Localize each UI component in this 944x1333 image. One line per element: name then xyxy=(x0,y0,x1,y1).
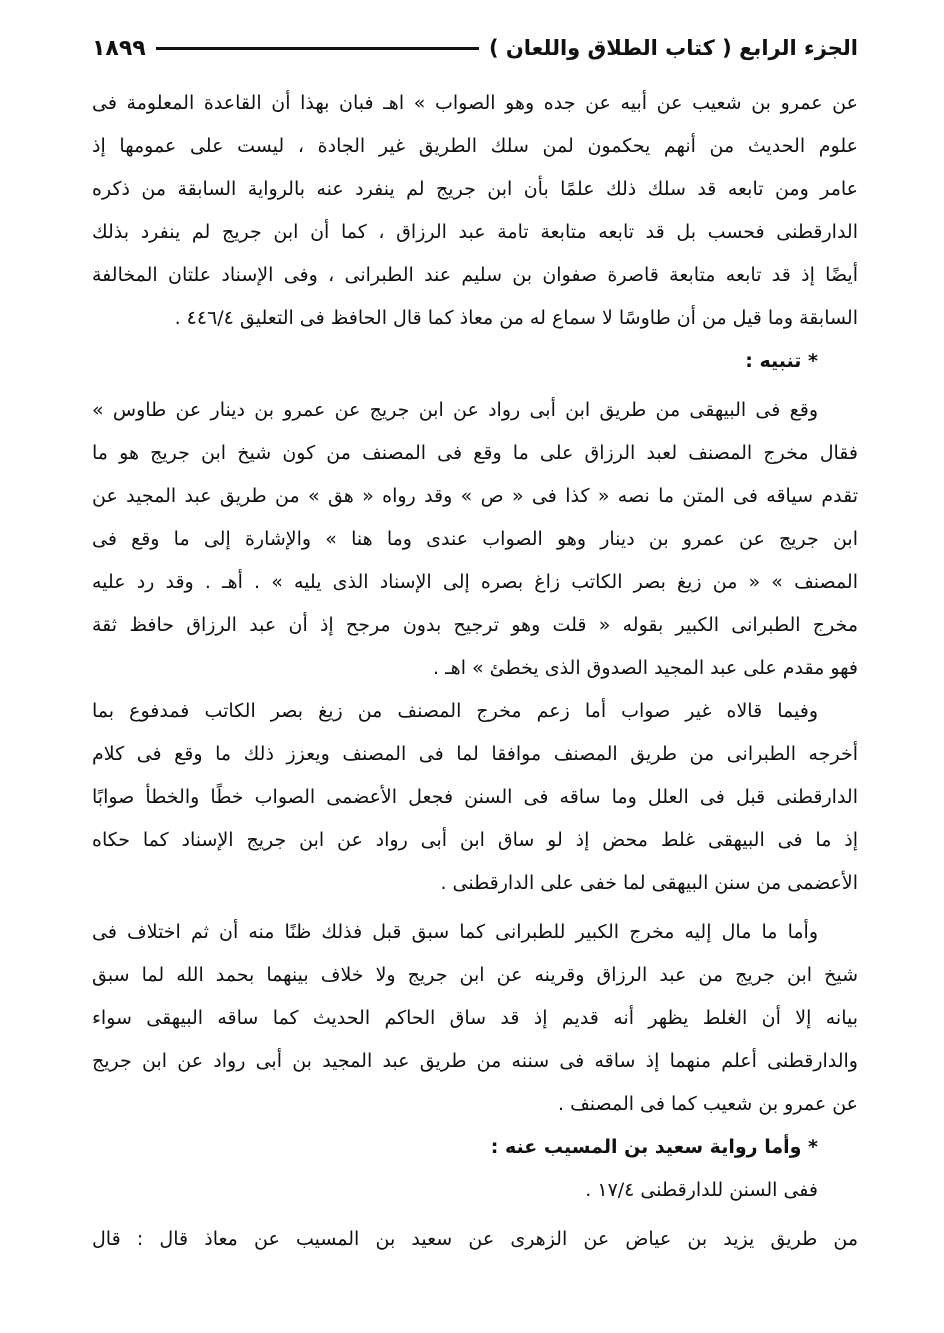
running-header xyxy=(92,28,858,68)
text-line: والدارقطنى أعلم منهما إذ ساقه فى سننه من طريق عبد المجيد بن أبى رواد عن ابن جريج xyxy=(92,1050,858,1072)
text-line: وقع فى البيهقى من طريق ابن أبى رواد عن ابن جريج عن عمرو بن دينار عن طاوس » xyxy=(92,399,818,421)
text-line: ابن جريج عن عمرو بن دينار وهو الصواب عندى وما هنا » والإشارة إلى ما وقع فى xyxy=(92,528,858,550)
text-line: الأعضمى من سنن البيهقى لما خفى على الدارقطنى . xyxy=(440,872,858,894)
text-line: تقدم سياقه فى المتن ما نصه « كذا فى « ص » وقد رواه « هق » من طريق عبد المجيد عن xyxy=(92,485,858,507)
text-line: بيانه إلا أن الغلط يظهر أنه قديم إذ قد ساق الحاكم الحديث كما ساقه البيهقى سواء xyxy=(92,1007,858,1029)
text-line: من طريق يزيد بن عياض عن الزهرى عن سعيد بن المسيب عن معاذ قال : قال xyxy=(92,1228,858,1250)
text-line: وفيما قالاه غير صواب أما زعم مخرج المصنف من زيغ بصر الكاتب فمدفوع بما xyxy=(92,700,818,722)
text-line: مخرج الطبرانى الكبير بقوله « قلت وهو ترجيح بدون مرجح إذ أن عبد الرزاق حافظ ثقة xyxy=(92,614,858,636)
text-line: * تنبيه : xyxy=(745,350,818,372)
text-line: * وأما رواية سعيد بن المسيب عنه : xyxy=(490,1136,818,1158)
text-line: السابقة وما قيل من أن طاوسًا لا سماع له من معاذ كما قال الحافظ فى التعليق ٤٤٦/٤ . xyxy=(174,307,858,329)
header-rule xyxy=(156,47,479,50)
text-line: علوم الحديث من أنهم يحكمون لمن سلك الطريق غير الجادة ، ليست على عمومها إذ xyxy=(92,135,858,157)
text-line: وأما ما مال إليه مخرج الكبير للطبرانى كما سبق قبل فذلك ظنًا منه أن ثم اختلاف فى xyxy=(92,921,818,943)
text-line: ففى السنن للدارقطنى ١٧/٤ . xyxy=(585,1179,818,1201)
page-number: ١٨٩٩ xyxy=(92,35,146,61)
text-line: الدارقطنى قبل فى العلل وما ساقه فى السنن فجعل الأعضمى الصواب خطًا والخطأ صوابًا xyxy=(92,786,858,808)
body-text xyxy=(92,82,858,1261)
text-line: الدارقطنى فحسب بل قد تابعه متابعة تامة عبد الرزاق ، كما أن ابن جريج لم ينفرد بذلك xyxy=(92,221,858,243)
text-line: عن عمرو بن شعيب عن أبيه عن جده وهو الصواب » اهـ فبان بهذا أن القاعدة المعلومة فى xyxy=(92,92,858,114)
text-line: فهو مقدم على عبد المجيد الصدوق الذى يخطئ » اهـ . xyxy=(433,657,858,679)
text-line: المصنف » « من زيغ بصر الكاتب زاغ بصره إلى الإسناد الذى يليه » . أهـ . وقد رد عليه xyxy=(92,571,858,593)
text-line: أيضًا إذ قد تابعه متابعة قاصرة صفوان بن سليم عند الطبرانى ، وفى الإسناد علتان المخالفة xyxy=(92,264,858,286)
header-title: الجزء الرابع ( كتاب الطلاق واللعان ) xyxy=(488,36,858,60)
text-line: فقال مخرج المصنف لعبد الرزاق على ما وقع فى المصنف من كون شيخ ابن جريج هو ما xyxy=(92,442,858,464)
text-line: عن عمرو بن شعيب كما فى المصنف . xyxy=(558,1093,858,1115)
text-line: شيخ ابن جريج من عبد الرزاق وقرينه عن ابن جريج ولا خلاف بينهما بحمد الله لما سبق xyxy=(92,964,858,986)
text-line: إذ ما فى البيهقى غلط محض إذ لو ساق ابن أبى رواد عن ابن جريج الإسناد كما حكاه xyxy=(92,829,858,851)
text-line: عامر ومن تابعه قد سلك ذلك علمًا بأن ابن جريج لم ينفرد عنه بالرواية السابقة من ذكره xyxy=(92,178,858,200)
text-line: أخرجه الطبرانى من طريق المصنف موافقا لما فى المصنف ويعزز ذلك ما وقع فى كلام xyxy=(92,743,858,765)
